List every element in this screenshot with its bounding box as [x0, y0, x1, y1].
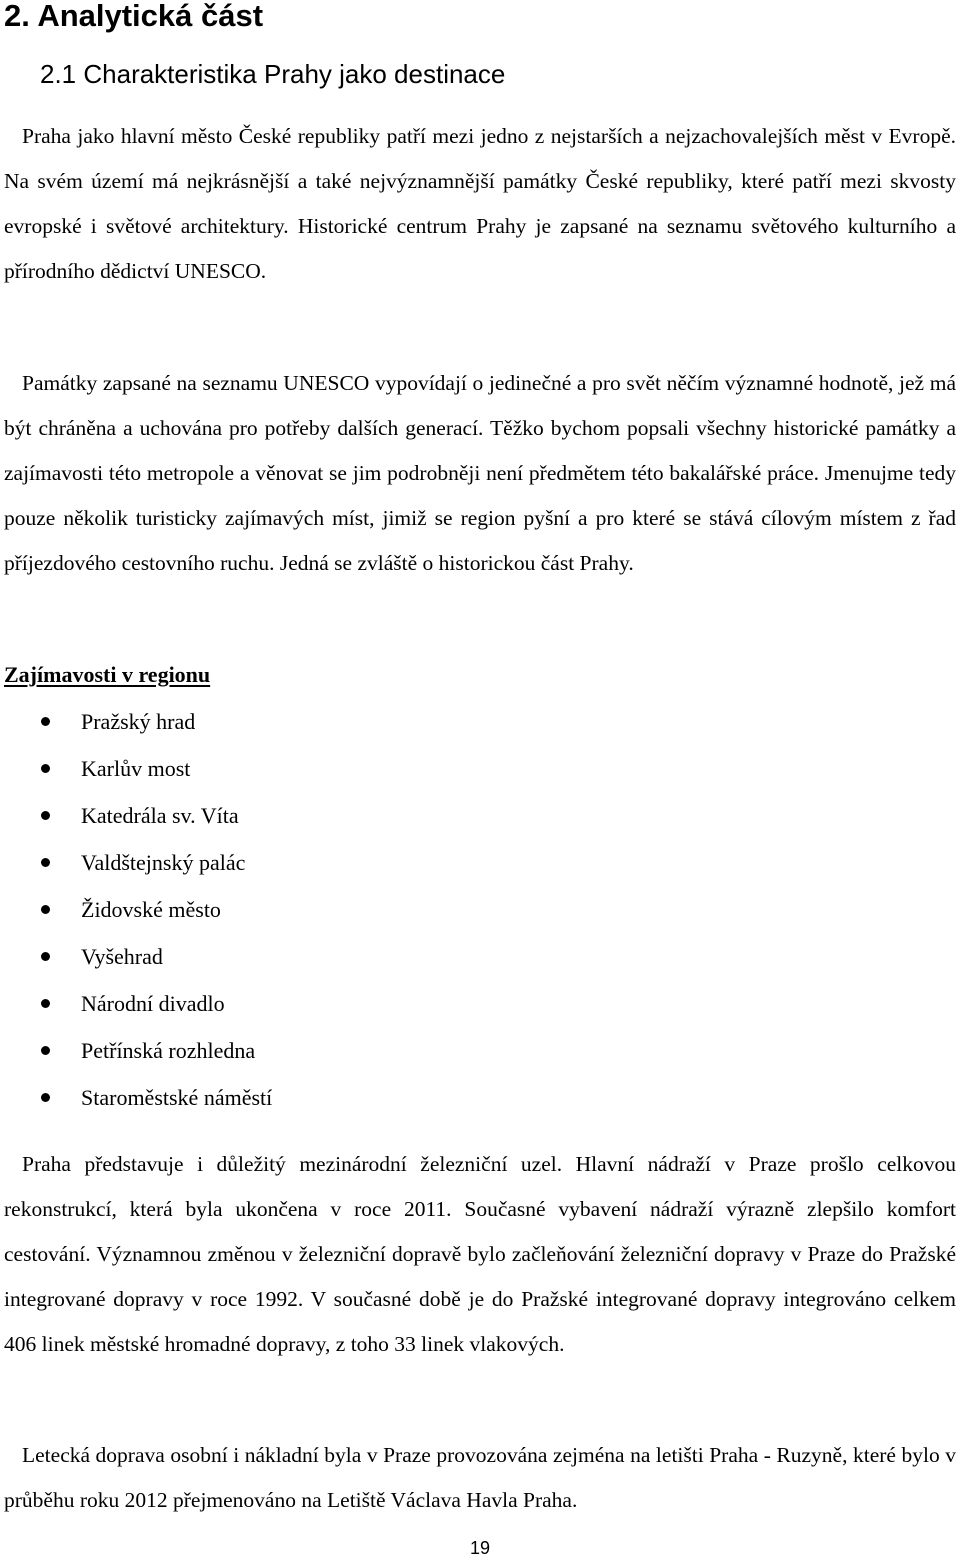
bullet-icon [41, 952, 50, 961]
list-item [0, 888, 600, 935]
list-item [0, 700, 600, 747]
bullet-icon [41, 764, 50, 773]
list-item-label: Vyšehrad [81, 944, 163, 969]
list-item-label: Katedrála sv. Víta [81, 803, 239, 828]
paragraph-prague-intro: Praha jako hlavní město České republiky patří mezi jedno z nejstarších a nejzachovalejších měst v Evropě. Na svém území má nejkrásnější a také nejvýznamnější památky České republiky, které patří mezi skvosty evropské i světové architektury. Historické centrum Prahy je zapsané na seznamu světového kulturního a přírodního dědictví UNESCO. [4, 124, 956, 283]
list-item [0, 794, 600, 841]
list-item-label: Židovské město [81, 897, 221, 922]
bullet-icon [41, 1046, 50, 1055]
list-item-label: Petřínská rozhledna [81, 1038, 256, 1063]
paragraph-air-transport: Letecká doprava osobní i nákladní byla v Praze provozována zejména na letišti Praha - Ruzyně, které bylo v průběhu roku 2012 přejmenováno na Letiště Václava Havla Praha. [4, 1443, 956, 1512]
list-item [0, 747, 600, 794]
list-item [0, 982, 600, 1029]
bullet-icon [41, 999, 50, 1008]
bullet-icon [41, 858, 50, 867]
list-item [0, 841, 600, 888]
list-item [0, 935, 600, 982]
section-heading: 2.1 Charakteristika Prahy jako destinace [40, 59, 506, 89]
list-item-label: Staroměstské náměstí [81, 1085, 273, 1110]
list-item-label: Karlův most [81, 756, 191, 781]
bullet-icon [41, 1093, 50, 1102]
list-item-label: Národní divadlo [81, 991, 225, 1016]
list-item [0, 1029, 600, 1076]
list-item [0, 1076, 600, 1123]
paragraph-railway: Praha představuje i důležitý mezinárodní železniční uzel. Hlavní nádraží v Praze prošlo celkovou rekonstrukcí, která byla ukončena v roce 2011. Současné vybavení nádraží výrazně zlepšilo komfort cestování. Významnou změnou v železniční dopravě bylo začleňování železniční dopravy v Praze do Pražské integrované dopravy v roce 1992. V současné době je do Pražské integrované dopravy integrováno celkem 406 linek městské hromadné dopravy, z toho 33 linek vlakových. [4, 1152, 956, 1356]
page-number: 19 [469, 1538, 491, 1558]
paragraph-unesco-monuments: Památky zapsané na seznamu UNESCO vypovídají o jedinečné a pro svět něčím významné hodnotě, jež má být chráněna a uchována pro potřeby dalších generací. Těžko bychom popsali všechny historické památky a zajímavosti této metropole a věnovat se jim podrobněji není předmětem této bakalářské práce. Jmenujme tedy pouze několik turisticky zajímavých míst, jimiž se region pyšní a pro které se stává cílovým místem z řad příjezdového cestovního ruchu. Jedná se zvláště o historickou část Prahy. [4, 371, 956, 575]
bullet-icon [41, 905, 50, 914]
bullet-icon [41, 717, 50, 726]
list-item-label: Pražský hrad [81, 709, 196, 734]
list-item-label: Valdštejnský palác [81, 850, 246, 875]
chapter-heading: 2. Analytická část [4, 0, 264, 33]
attractions-title: Zajímavosti v regionu [4, 662, 211, 687]
attractions-list [0, 700, 600, 1123]
bullet-icon [41, 811, 50, 820]
